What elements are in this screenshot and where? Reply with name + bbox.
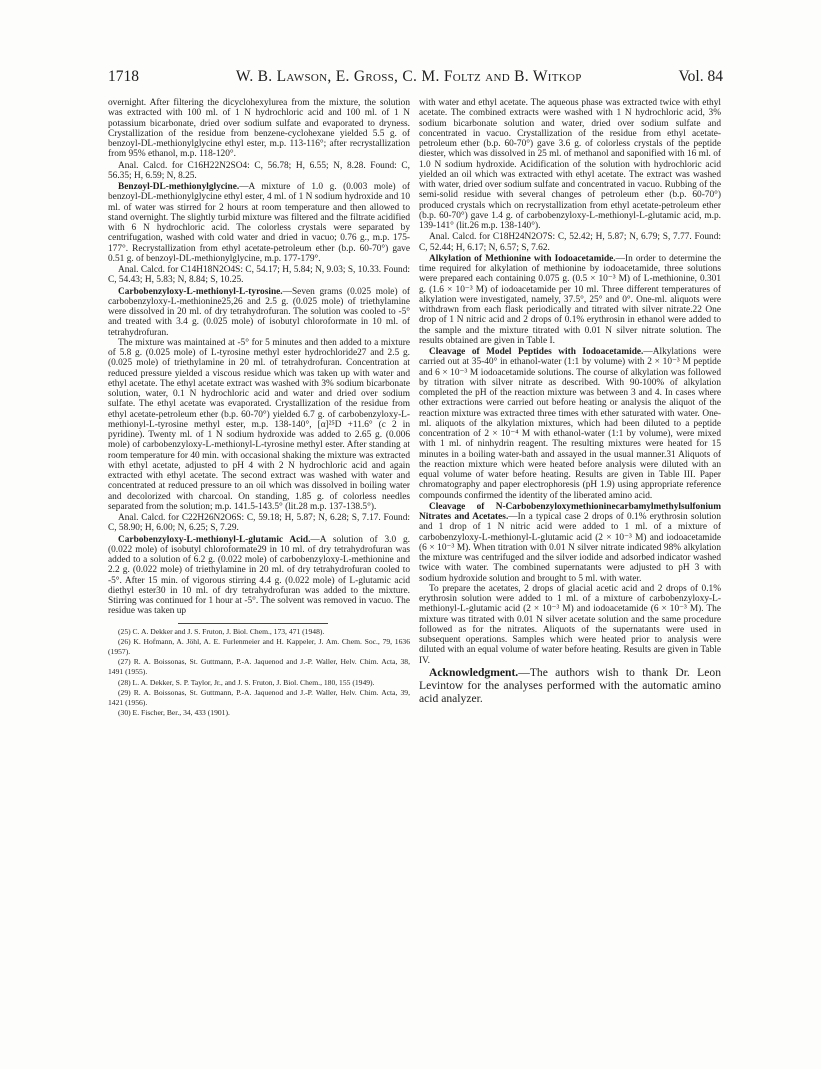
acknowledgment-paragraph — [419, 666, 721, 706]
section-body: —In a typical case 2 drops of 0.1% erythrosin solution and 1 drop of 1 N nitric acid were added to 1 ml. of a mixture of carbobenzyloxy-L-methionyl-L-glutamic acid (2 × 10⁻³ M) and iodoacetamide (6 × 10⁻³ M). When titration with 0.01 N silver nitrate indicated 98% alkylation the mixture was centrifuged and the silver iodide and adsorbed indicator washed twice with water. The combined supernatants were adjusted to pH 3 with sodium hydroxide solution and brought to 5 ml. with water. — [419, 512, 721, 584]
section-body: —Alkylations were carried out at 35-40° in ethanol-water (1:1 by volume) with 2 × 10⁻³ M peptide and 6 × 10⁻³ M iodoacetamide solutions. The course of alkylation was followed by titration with silver nitrate as described. With 90-100% of alkylation completed the pH of the reaction mixture was between 3 and 4. In cases where other extractions were carried out before heating or analysis the aliquot of the reaction mixture was extracted three times with ether saturated with water. One-ml. aliquots of the alkylation mixtures, which had been diluted to a peptide concentration of 2 × 10⁻⁴ M with ethanol-water (1:1 by volume), were mixed with 1 ml. of ninhydrin reagent. The resulting mixtures were heated for 15 minutes in a boiling water-bath and assayed in the usual manner.31 Aliquots of the reaction mixture which were heated before analysis were diluted with an equal volume of water before heating. Results are given in Table III. Paper chromatography and paper electrophoresis (pH 1.9) using appropriate reference compounds confirmed the identity of the liberated amino acid. — [419, 347, 721, 501]
left-column — [108, 98, 410, 719]
page-number: 1718 — [108, 68, 139, 85]
section-run-in-heading: Carbobenzyloxy-L-methionyl-L-tyrosine. — [118, 286, 283, 297]
section-run-in-heading: Benzoyl-DL-methionylglycine. — [118, 182, 240, 192]
section-run-in-heading: Cleavage of N-Carbobenzyloxymethioninecarbamylmethylsulfonium Nitrates and Acetates. — [419, 501, 721, 522]
section-run-in-heading: Carbobenzyloxy-L-methionyl-L-glutamic Acid. — [118, 534, 311, 545]
right-column — [419, 98, 721, 705]
volume-label: Vol. 84 — [678, 68, 723, 85]
section-paragraph — [108, 182, 410, 264]
footnote: (30) E. Fischer, Ber., 34, 433 (1901). — [118, 708, 230, 718]
section-body: —Seven grams (0.025 mole) of carbobenzyloxy-L-methionine25,26 and 2.5 g. (0.025 mole) of triethylamine were dissolved in 20 ml. of dry tetrahydrofuran. The solution was cooled to -5° and treated with 3.4 g. (0.025 mole) of isobutyl chloroformate in 10 ml. of tetrahydrofuran. — [108, 286, 410, 338]
footnote: (28) L. A. Dekker, S. P. Taylor, Jr., and J. S. Fruton, J. Biol. Chem., 180, 155 (1949). — [118, 677, 375, 687]
section-paragraph — [419, 502, 721, 584]
running-authors: W. B. Lawson, E. Gross, C. M. Foltz and B. Witkop — [235, 68, 582, 85]
footnote-divider — [178, 623, 328, 624]
paragraph: overnight. After filtering the dicyclohexylurea from the mixture, the solution was extracted with 100 ml. of 1 N hydrochloric acid and 100 ml. of 1 N potassium bicarbonate, dried over sodium sulfate and evaporated to dryness. Crystallization of the residue from benzene-cyclohexane yielded 5.5 g. of benzoyl-DL-methionylglycine ethyl ester, m.p. 113-116°; after recrystallization from 95% ethanol, m.p. 118-120°. — [108, 98, 410, 160]
footnote: (27) R. A. Boissonas, St. Guttmann, P.-A. Jaquenod and J.-P. Waller, Helv. Chim. Acta, 38, 1491 (1955). — [108, 657, 410, 677]
acknowledgment-heading: Acknowledgment. — [429, 665, 519, 679]
analysis-paragraph: Anal. Calcd. for C16H22N2SO4: C, 56.78; H, 6.55; N, 8.28. Found: C, 56.35; H, 6.59; N, 8.25. — [108, 160, 410, 181]
acknowledgment-body: —The authors wish to thank Dr. Leon Levintow for the analyses performed with the automatic amino acid analyzer. — [419, 665, 721, 706]
section-paragraph — [419, 254, 721, 346]
running-header — [108, 68, 723, 90]
paragraph: To prepare the acetates, 2 drops of glacial acetic acid and 2 drops of 0.1% erythrosin solution were added to 1 ml. of a mixture of carbobenzyloxy-L-methionyl-L-glutamic acid (2 × 10⁻³ M) and iodoacetamide (6 × 10⁻³ M). The mixture was titrated with 0.01 N silver acetate solution and the same procedure followed as for the nitrates. Aliquots of the supernatants were used in subsequent operations. Samples which were heated prior to analysis were diluted with an equal volume of water before heating. Results are given in Table IV. — [419, 583, 721, 666]
section-paragraph — [419, 347, 721, 501]
analysis-paragraph: Anal. Calcd. for C18H24N2O7S: C, 52.42; H, 5.87; N, 6.79; S, 7.77. Found: C, 52.44; H, 6.17; N, 6.57; S, 7.62. — [419, 232, 721, 253]
paragraph: The mixture was maintained at -5° for 5 minutes and then added to a mixture of 5.8 g. (0.025 mole) of L-tyrosine methyl ester hydrochloride27 and 2.5 g. (0.025 mole) of triethylamine in 20 ml. of tetrahydrofuran. Concentration at reduced pressure yielded a viscous residue which was taken up with water and ethyl acetate. The ethyl acetate extract was washed with 3% sodium bicarbonate solution, water, 0.1 N hydrochloric acid and water and dried over sodium sulfate. The ethyl acetate was evaporated. Crystallization of the residue from ethyl acetate-petroleum ether (b.p. 60-70°) yielded 6.7 g. of carbobenzyloxy-L-methionyl-L-tyrosine methyl ester, m.p. 138-140°, [α]²⁵D +11.6° (c 2 in pyridine). Twenty ml. of 1 N sodium hydroxide was added to 2.65 g. (0.006 mole) of carbobenzyloxy-L-methionyl-L-tyrosine methyl ester. After standing at room temperature for 40 min. with occasional shaking the mixture was extracted with ethyl acetate, adjusted to pH 4 with 2 N hydrochloric acid and again extracted with ethyl acetate. The second extract was washed with water and concentrated at reduced pressure to an oil which was dissolved in boiling water and decolorized with charcoal. On standing, 1.85 g. of colorless needles separated from the solution; m.p. 141.5-143.5° (lit.28 m.p. 137-138.5°). — [108, 337, 410, 512]
footnote: (26) K. Hofmann, A. Jöhl, A. E. Furlenmeier and H. Kappeler, J. Am. Chem. Soc., 79, 1636 (1957). — [108, 636, 410, 656]
footnote: (25) C. A. Dekker and J. S. Fruton, J. Biol. Chem., 173, 471 (1948). — [118, 626, 325, 636]
paragraph: with water and ethyl acetate. The aqueous phase was extracted twice with ethyl acetate. The combined extracts were washed with 1 N hydrochloric acid, 3% sodium bicarbonate solution and water, dried over sodium sulfate and concentrated in vacuo. Crystallization of the residue from ethyl acetate-petroleum ether (b.p. 60-70°) gave 3.6 g. of colorless crystals of the peptide diester, which was dissolved in 25 ml. of methanol and saponified with 16 ml. of 1.0 N sodium hydroxide. Acidification of the solution with hydrochloric acid yielded an oil which was extracted with ethyl acetate. The extract was washed with water, dried over sodium sulfate and concentrated in vacuo. Rubbing of the semi-solid residue with several changes of petroleum ether (b.p. 60-70°) produced crystals which on recrystallization from ethyl acetate-petroleum ether (b.p. 60-70°) gave 1.4 g. of carbobenzyloxy-L-methionyl-L-glutamic acid, m.p. 139-141° (lit.26 m.p. 138-140°). — [419, 98, 721, 231]
analysis-paragraph: Anal. Calcd. for C14H18N2O4S: C, 54.17; H, 5.84; N, 9.03; S, 10.33. Found: C, 54.43; H, 5.83; N, 8.84; S, 10.25. — [108, 265, 410, 286]
section-body: —In order to determine the time required for alkylation of methionine by iodoacetamide, three solutions were prepared each containing 0.075 g. (0.5 × 10⁻³ M) of L-methionine, 0.301 g. (1.6 × 10⁻³ M) of iodoacetamide per 10 ml. Three different temperatures of alkylation were investigated, namely, 37.5°, 25° and 0°. One-ml. aliquots were withdrawn from each flask periodically and titrated with silver nitrate.22 One drop of 1 N nitric acid and 2 drops of 0.1% erythrosin in ethanol were added to the sample and the mixture titrated with 0.01 N silver nitrate solution. The results obtained are given in Table I. — [419, 253, 721, 346]
section-run-in-heading: Alkylation of Methionine with Iodoacetamide. — [429, 253, 616, 264]
section-body: —A solution of 3.0 g. (0.022 mole) of isobutyl chloroformate29 in 10 ml. of dry tetrahydrofuran was added to a solution of 6.2 g. (0.022 mole) of carbobenzyloxy-L-methionine and 2.2 g. (0.022 mole) of triethylamine in 20 ml. of dry tetrahydrofuran cooled to -5°. After 15 min. of vigorous stirring 4.4 g. (0.022 mole) of L-glutamic acid diethyl ester30 in 10 ml. of dry tetrahydrofuran was added to the mixture. Stirring was continued for 1 hour at -5°. The solvent was removed in vacuo. The residue was taken up — [108, 534, 410, 617]
analysis-paragraph: Anal. Calcd. for C22H26N2O6S: C, 59.18; H, 5.87; N, 6.28; S, 7.17. Found: C, 58.90; H, 6.00; N, 6.25; S, 7.29. — [108, 513, 410, 534]
section-paragraph — [108, 535, 410, 617]
section-run-in-heading: Cleavage of Model Peptides with Iodoacetamide. — [429, 347, 644, 357]
section-paragraph — [108, 287, 410, 338]
footnotes — [108, 627, 410, 719]
section-body: —A mixture of 1.0 g. (0.003 mole) of benzoyl-DL-methionylglycine ethyl ester, 4 ml. of 1 N sodium hydroxide and 10 ml. of water was stirred for 2 hours at room temperature and then allowed to stand overnight. The slightly turbid mixture was filtered and the filtrate acidified with 6 N hydrochloric acid. The colorless crystals were separated by centrifugation, washed with cold water and dried in vacuo; 0.76 g., m.p. 175-177°. Recrystallization from ethyl acetate-petroleum ether (b.p. 60-70°) gave 0.51 g. of benzoyl-DL-methionylglycine, m.p. 177-179°. — [108, 182, 410, 264]
footnote: (29) R. A. Boissonas, St. Guttmann, P.-A. Jaquenod and J.-P. Waller, Helv. Chim. Acta, 39, 1421 (1956). — [108, 687, 410, 707]
